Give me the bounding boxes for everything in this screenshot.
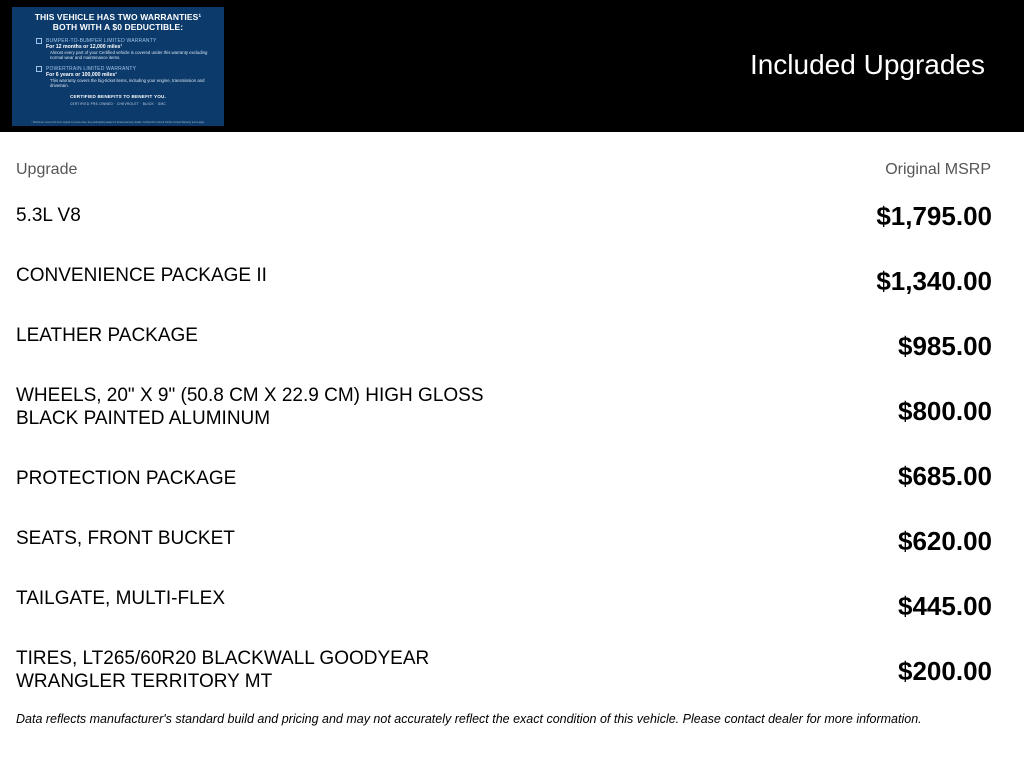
upgrade-price: $800.00 (898, 396, 992, 426)
promo-item-sub: For 12 months or 12,000 miles¹ (46, 44, 123, 50)
upgrade-name: TAILGATE, MULTI-FLEX (16, 588, 226, 609)
promo-title-line2: BOTH WITH A $0 DEDUCTIBLE: (52, 21, 184, 32)
checkbox-icon (36, 66, 42, 72)
upgrade-name: TIRES, LT265/60R20 BLACKWALL GOODYEAR WRANGLER TERRITORY MT (16, 648, 430, 692)
header-bar (0, 0, 1024, 132)
promo-item-desc: Almost every part of your Certified vehicle is covered under this warranty excluding normal wear and maintenance items. (50, 50, 208, 60)
promo-tagline: CERTIFIED BENEFITS TO BENEFIT YOU. (70, 94, 166, 99)
promo-title (12, 13, 224, 32)
upgrade-price: $1,340.00 (876, 266, 992, 296)
promo-item-title: POWERTRAIN LIMITED WARRANTY (46, 66, 137, 72)
promo-fine-print: ¹ Whichever comes first from original in-service date. See participating dealer for limited warranty details. Certified Pre-Owned Vehicle Limited Warranty terms apply. (31, 121, 205, 124)
upgrade-price: $620.00 (898, 526, 992, 556)
promo-item-desc: This warranty covers the big-ticket items, including your engine, transmission and drivetrain. (50, 78, 205, 88)
promo-item-sub: For 6 years or 100,000 miles¹ (46, 72, 117, 78)
upgrade-price: $985.00 (898, 331, 992, 361)
promo-title-line1: THIS VEHICLE HAS TWO WARRANTIES¹ (34, 12, 202, 22)
upgrade-price: $685.00 (898, 461, 992, 491)
upgrade-price: $200.00 (898, 656, 992, 686)
upgrade-name: CONVENIENCE PACKAGE II (16, 265, 267, 286)
upgrade-name: 5.3L V8 (16, 205, 81, 226)
column-header-msrp: Original MSRP (885, 161, 991, 178)
promo-item-powertrain (46, 66, 216, 88)
promo-item-bumper (46, 38, 216, 60)
promo-brand-logos: CERTIFIED PRE-OWNED · CHEVROLET · BUICK · GMC (69, 102, 167, 106)
page-title: Included Upgrades (749, 49, 985, 80)
upgrade-name: PROTECTION PACKAGE (16, 468, 237, 489)
upgrade-price: $1,795.00 (876, 201, 992, 231)
upgrade-price: $445.00 (898, 591, 992, 621)
column-header-upgrade: Upgrade (16, 161, 78, 178)
upgrade-name: LEATHER PACKAGE (16, 325, 198, 346)
promo-item-title: BUMPER-TO-BUMPER LIMITED WARRANTY (46, 38, 157, 44)
warranty-promo-image (12, 7, 224, 126)
checkbox-icon (36, 38, 42, 44)
upgrade-name: WHEELS, 20" X 9" (50.8 CM X 22.9 CM) HIGH GLOSS BLACK PAINTED ALUMINUM (16, 385, 484, 429)
upgrade-name: SEATS, FRONT BUCKET (16, 528, 235, 549)
disclaimer-text: Data reflects manufacturer's standard build and pricing and may not accurately reflect the exact condition of this vehicle. Please contact dealer for more information. (16, 712, 922, 726)
